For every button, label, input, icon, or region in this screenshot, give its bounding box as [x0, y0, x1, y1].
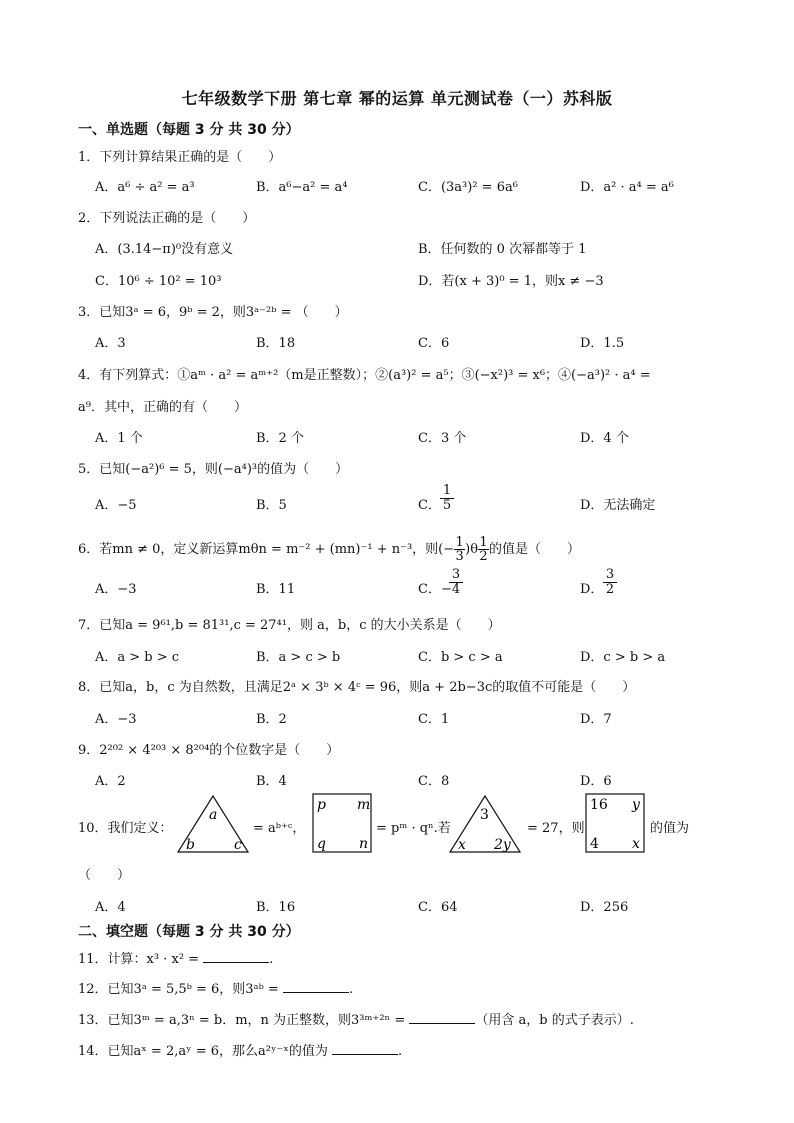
option-c: C．−: [418, 582, 452, 597]
definition-equation: = 27，则: [527, 821, 585, 836]
fill-question-end: .: [398, 1044, 403, 1059]
option-c: C．10⁶ ÷ 10² = 10³: [95, 274, 222, 289]
option-d: D．1.5: [580, 336, 625, 351]
square-question-figure: [585, 793, 647, 855]
fraction-numerator: 1: [442, 483, 452, 498]
fill-question-text: 11．计算：x³ · x² =: [78, 952, 200, 967]
option-b: B．4: [256, 774, 287, 789]
option-a: A．3: [95, 336, 126, 351]
question-stem: 8．已知a，b，c 为自然数，且满足2ᵃ × 3ᵇ × 4ᶜ = 96，则a + 2b−3c的取值不可能是（ ）: [78, 680, 636, 695]
fraction-denominator: 2: [603, 582, 617, 597]
option-d: D．无法确定: [580, 498, 656, 513]
option-c: C．8: [418, 774, 450, 789]
fraction-denominator: 5: [440, 498, 454, 513]
question-stem: [78, 536, 580, 563]
fill-question-text: 12．已知3ᵃ = 5,5ᵇ = 6，则3ᵃᵇ =: [78, 982, 279, 997]
fraction-numerator: 1: [455, 535, 464, 550]
answer-blank[interactable]: [332, 1054, 398, 1055]
option-a: A．a⁶ ÷ a² = a³: [95, 180, 195, 195]
square-label-bottom-right: n: [359, 836, 369, 852]
option-c: C．1: [418, 712, 450, 727]
option-a: A．a > b > c: [95, 650, 180, 665]
triangle-label-top: a: [209, 807, 218, 823]
option-b: B．11: [256, 582, 296, 597]
section-heading: 二、填空题（每题 3 分 共 30 分）: [78, 924, 300, 940]
option-b: B．18: [256, 336, 296, 351]
square-label-top-left: p: [317, 797, 326, 813]
option-d: D．a² · a⁴ = a⁶: [580, 180, 674, 195]
option-a: A．1 个: [95, 431, 143, 446]
section-heading: 一、单选题（每题 3 分 共 30 分）: [78, 122, 300, 138]
fraction-numerator: 3: [451, 567, 461, 582]
option-b: B．5: [256, 498, 287, 513]
option-c: C．: [418, 498, 441, 513]
option-b: B．2 个: [256, 431, 304, 446]
answer-blank[interactable]: [283, 992, 349, 993]
fill-question-end: .: [348, 982, 354, 997]
question-stem: 9．2²⁰² × 4²⁰³ × 8²⁰⁴的个位数字是（ ）: [78, 743, 340, 758]
fraction-numerator: 1: [479, 535, 488, 550]
fill-question: [78, 948, 273, 967]
option-d: D．256: [580, 900, 629, 915]
fraction: [478, 536, 489, 563]
square-definition-figure: [312, 793, 374, 855]
option-b: B．a > c > b: [256, 650, 341, 665]
fraction-denominator: 3: [455, 549, 464, 564]
option-c: C．64: [418, 900, 458, 915]
square-label-bottom-left: 4: [590, 836, 599, 852]
option-b: B．16: [256, 900, 296, 915]
operator-text: )θ: [465, 542, 479, 557]
fraction: [440, 484, 454, 513]
option-a: A．−3: [95, 582, 137, 597]
definition-equation: = pᵐ · qⁿ.若: [376, 821, 451, 836]
fraction: [454, 536, 465, 563]
question-stem: 5．已知(−a²)⁶ = 5，则(−a⁴)³的值为（ ）: [78, 462, 349, 477]
stem-text: 6．若mn ≠ 0，定义新运算mθn = m⁻² + (mn)⁻¹ + n⁻³，则(−: [78, 542, 455, 557]
fill-question-end: .: [269, 952, 274, 967]
option-b: B．2: [256, 712, 287, 727]
square-label-top-right: y: [632, 797, 640, 813]
option-c: C．3 个: [418, 431, 467, 446]
question-stem: 3．已知3ᵃ = 6，9ᵇ = 2，则3ᵃ⁻²ᵇ = （ ）: [78, 305, 348, 320]
fraction-numerator: 3: [605, 567, 615, 582]
answer-blank[interactable]: [203, 962, 269, 963]
option-d: D．6: [580, 774, 612, 789]
fill-question-text: 14．已知aˣ = 2,aʸ = 6，那么a²ʸ⁻ˣ的值为: [78, 1044, 328, 1059]
triangle-label-left: b: [186, 837, 195, 853]
stem-tail: 的值是（ ）: [489, 542, 581, 557]
fraction: [449, 568, 463, 597]
square-label-bottom-right: x: [632, 836, 640, 852]
fill-question: [78, 978, 353, 997]
triangle-definition-figure: [176, 794, 250, 856]
fill-question-text: 13．已知3ᵐ = a,3ⁿ = b．m，n 为正整数，则3³ᵐ⁺²ⁿ =: [78, 1013, 406, 1028]
fill-question-end: （用含 a，b 的式子表示）.: [475, 1013, 634, 1028]
question-stem: 4．有下列算式：①aᵐ · a² = aᵐ⁺²（m是正整数）；②(a³)² = a⁵；③(−x²)³ = x⁶；④(−a³)² · a⁴ =: [78, 368, 651, 383]
option-d: D．7: [580, 712, 612, 727]
fraction: [603, 568, 617, 597]
triangle-label-right: 2y: [494, 837, 511, 853]
option-d: D．若(x + 3)⁰ = 1，则x ≠ −3: [418, 274, 604, 289]
triangle-label-right: c: [234, 837, 242, 853]
square-label-bottom-left: q: [317, 836, 326, 852]
option-a: A．4: [95, 900, 126, 915]
option-c: C．(3a³)² = 6a⁶: [418, 180, 518, 195]
option-a: A．(3.14−π)⁰没有意义: [95, 242, 234, 257]
question-stem: 7．已知a = 9⁶¹,b = 81³¹,c = 27⁴¹，则 a，b，c 的大小关系是（ ）: [78, 618, 501, 633]
page-title: 七年级数学下册 第七章 幂的运算 单元测试卷（一）苏科版: [181, 89, 613, 108]
option-a: A．−3: [95, 712, 137, 727]
option-b: B．任何数的 0 次幂都等于 1: [418, 242, 587, 257]
square-label-top-left: 16: [590, 797, 608, 813]
fill-question: [78, 1040, 402, 1059]
option-c: C．b > c > a: [418, 650, 503, 665]
option-a: A．2: [95, 774, 126, 789]
question-stem: 2．下列说法正确的是（ ）: [78, 211, 256, 226]
triangle-label-left: x: [458, 837, 466, 853]
option-d: D．4 个: [580, 431, 629, 446]
question-stem: 1．下列计算结果正确的是（ ）: [78, 150, 282, 165]
question-stem-continued: （ ）: [78, 868, 131, 883]
option-c: C．6: [418, 336, 450, 351]
answer-blank[interactable]: [409, 1023, 475, 1024]
fraction-denominator: 2: [479, 549, 488, 564]
question-stem-continued: a⁹．其中，正确的有（ ）: [78, 400, 247, 415]
option-a: A．−5: [95, 498, 137, 513]
option-b: B．a⁶−a² = a⁴: [256, 180, 348, 195]
triangle-label-top: 3: [480, 807, 489, 823]
fraction-denominator: 4: [449, 582, 463, 597]
definition-equation: = aᵇ⁺ᶜ，: [253, 821, 306, 836]
square-label-top-right: m: [357, 797, 371, 813]
fill-question: [78, 1009, 634, 1028]
option-d: D．: [580, 582, 604, 597]
question-stem: 10．我们定义：: [78, 821, 173, 836]
triangle-question-figure: [448, 794, 522, 856]
definition-tail: 的值为: [650, 821, 690, 836]
option-d: D．c > b > a: [580, 650, 666, 665]
